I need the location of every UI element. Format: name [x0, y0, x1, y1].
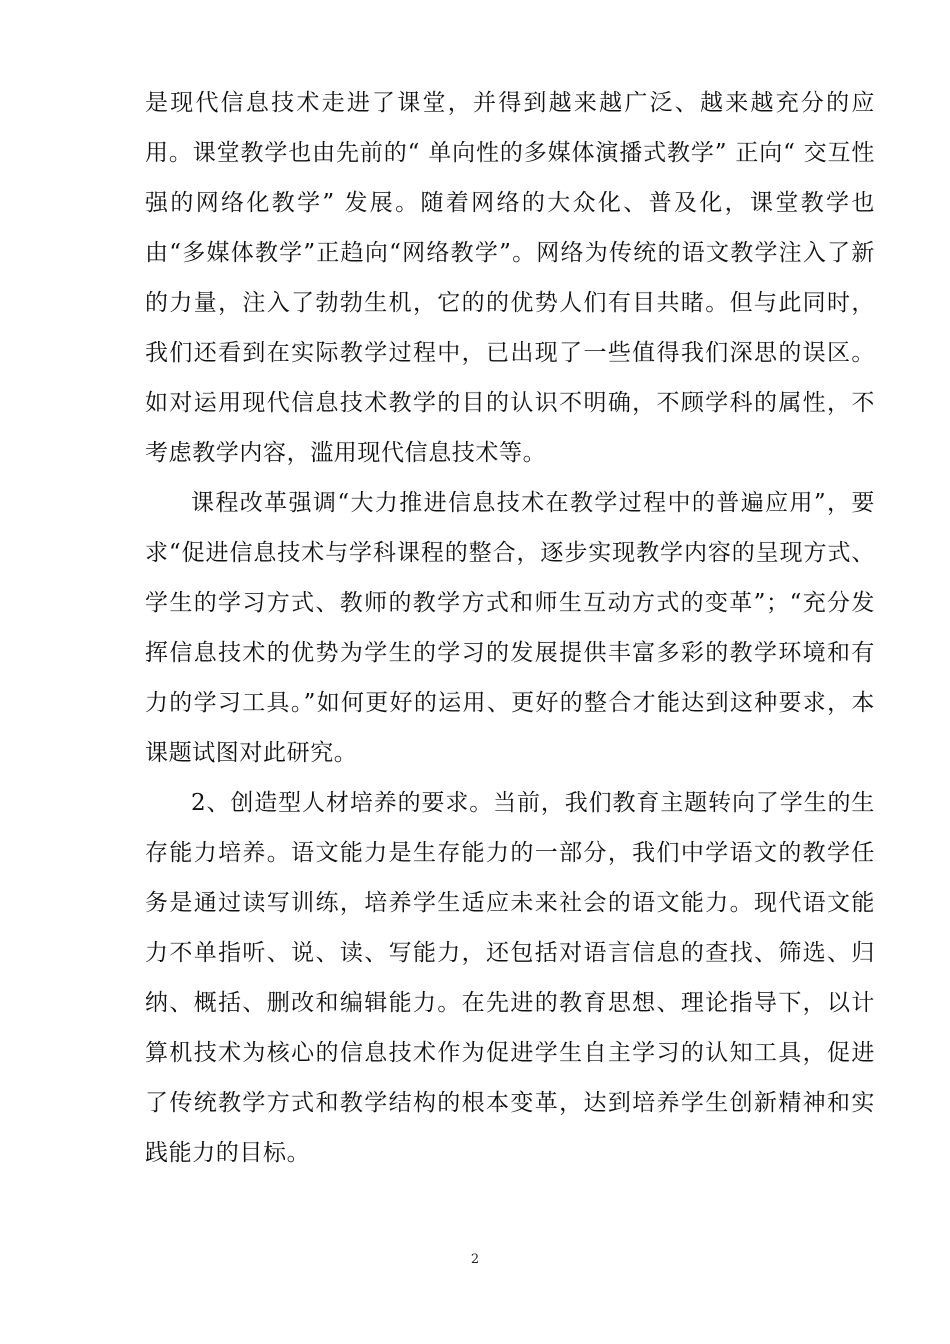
page-number: 2	[470, 1252, 480, 1267]
paragraph-2: 课程改革强调“大力推进信息技术在教学过程中的普遍应用”，要求“促进信息技术与学科课程的整合，逐步实现教学内容的呈现方式、学生的学习方式、教师的教学方式和师生互动方式的变革”；“充分发挥信息技术的优势为学生的学习的发展提供丰富多彩的教学环境和有力的学习工具。”如何更好的运用、更好的整合才能达到这种要求，本课题试图对此研究。	[145, 490, 875, 766]
paragraph-3: 2、创造型人材培养的要求。当前，我们教育主题转向了学生的生存能力培养。语文能力是生存能力的一部分，我们中学语文的教学任务是通过读写训练，培养学生适应未来社会的语文能力。现代语文能力不单指听、说、读、写能力，还包括对语言信息的查找、筛选、归纳、概括、删改和编辑能力。在先进的教育思想、理论指导下，以计算机技术为核心的信息技术作为促进学生自主学习的认知工具，促进了传统教学方式和教学结构的根本变革，达到培养学生创新精神和实践能力的目标。	[145, 790, 875, 1166]
paragraph-1: 是现代信息技术走进了课堂，并得到越来越广泛、越来越充分的应用。课堂教学也由先前的“ 单向性的多媒体演播式教学” 正向“ 交互性强的网络化教学” 发展。随着网络的大众化、普及化，课堂教学也由“多媒体教学”正趋向“网络教学”。网络为传统的语文教学注入了新的力量，注入了勃勃生机，它的的优势人们有目共睹。但与此同时，我们还看到在实际教学过程中，已出现了一些值得我们深思的误区。如对运用现代信息技术教学的目的认识不明确，不顾学科的属性，不考虑教学内容，滥用现代信息技术等。	[145, 90, 875, 466]
document-body	[145, 78, 875, 1178]
